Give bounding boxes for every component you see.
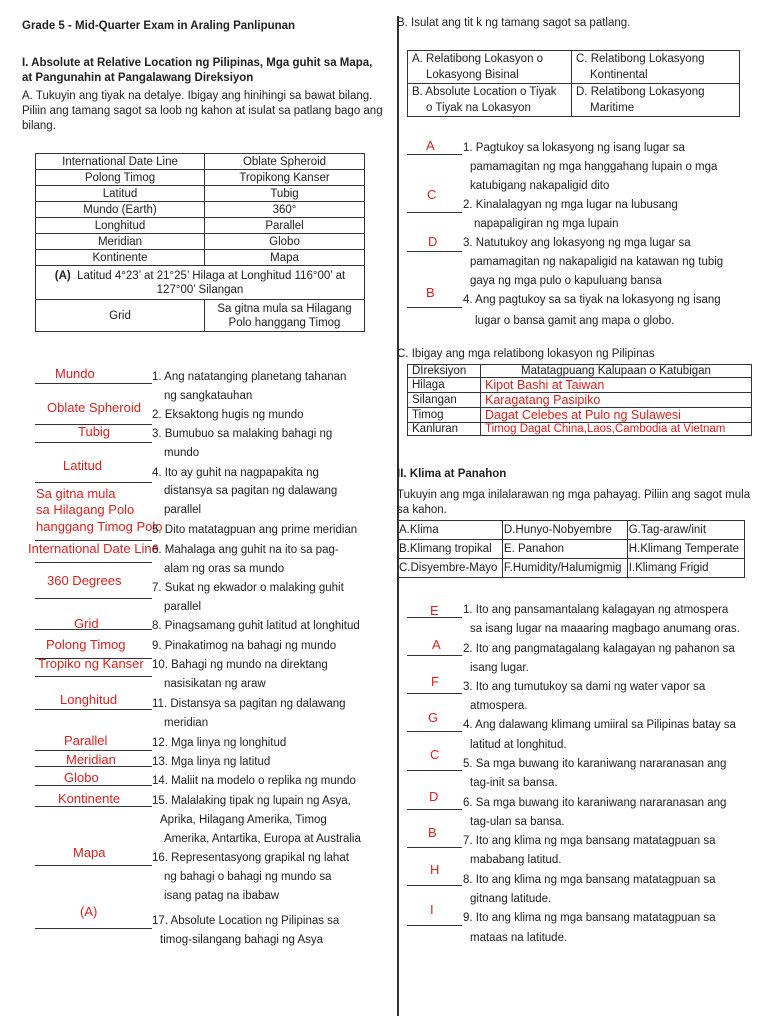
section-2-cell: A.Klima <box>398 521 503 540</box>
answer-a-18: (A) <box>80 904 98 919</box>
answer-a-15: Globo <box>64 770 99 785</box>
answer-line[interactable] <box>407 617 462 618</box>
choices-row <box>36 170 365 186</box>
question-ii-line: 3. Ito ang tumutukoy sa dami ng water vapor sa <box>463 681 706 693</box>
part-c-row <box>408 408 752 423</box>
part-c-answer: Kipot Bashi at Taiwan <box>481 378 752 393</box>
answer-line[interactable] <box>407 731 462 732</box>
question-b-line: lugar o bansa gamit ang mapa o globo. <box>475 315 675 327</box>
question-a-line: ng bahagi o bahagi ng mundo sa <box>164 871 332 883</box>
answer-ii-8: I <box>430 902 434 917</box>
question-a-line: isang patag na ibabaw <box>164 890 280 902</box>
answer-line[interactable] <box>35 928 152 929</box>
answer-a-13: Parallel <box>64 733 108 748</box>
answer-line[interactable] <box>407 251 462 252</box>
question-ii-line: sa isang lugar na maaaring magbago anumang oras. <box>470 623 740 635</box>
answer-a-10: Polong Timog <box>46 637 126 652</box>
choices-cell: Latitud <box>36 186 205 202</box>
answer-line[interactable] <box>35 676 152 677</box>
answer-line[interactable] <box>35 562 152 563</box>
question-ii-line: 2. Ito ang pangmatagalang kalagayan ng pahanon sa <box>463 643 735 655</box>
question-ii-line: mataas na latitude. <box>470 932 568 944</box>
choices-row <box>36 154 365 170</box>
question-a-line: Amerika, Antartika, Europa at Australia <box>164 833 361 845</box>
answer-a-5: sa Hilagang Polo <box>36 502 135 517</box>
question-a-line: 5. Dito matatagpuan ang prime meridian <box>152 524 358 536</box>
question-a-line: 4. Ito ay guhit na nagpapakita ng <box>152 467 319 479</box>
question-a-line: meridian <box>164 717 209 729</box>
question-ii-line: tag-init sa bansa. <box>470 777 558 789</box>
choices-row <box>36 234 365 250</box>
question-ii-line: 6. Sa mga buwang ito karaniwang nararanasan ang <box>463 797 727 809</box>
choices-cell: 360° <box>205 202 365 218</box>
answer-a-1: Oblate Spheroid <box>47 400 141 415</box>
section-2-row <box>398 521 745 540</box>
answer-line[interactable] <box>407 154 462 155</box>
question-a-line: 8. Pinagsamang guhit latitud at longhitud <box>152 620 360 632</box>
answer-line[interactable] <box>35 806 152 807</box>
choices-grid-label: Grid <box>36 300 205 332</box>
part-c-table <box>407 364 752 436</box>
section-2-instructions: Tukuyin ang mga inilalarawan ng mga pahayag. Piliin ang sagot mula sa kahon. <box>397 489 751 516</box>
question-ii-line: 4. Ang dalawang klimang umiiral sa Pilipinas batay sa <box>463 719 736 731</box>
question-ii-line: atmospera. <box>470 700 528 712</box>
question-a-line: 17. Absolute Location ng Pilipinas sa <box>152 915 340 927</box>
question-a-line: Aprika, Hilagang Amerika, Timog <box>160 814 327 826</box>
question-a-line: 16. Representasyong grapikal ng lahat <box>152 852 349 864</box>
part-c-direction: Kanluran <box>408 423 481 436</box>
part-c-row <box>408 378 752 393</box>
answer-b-3: B <box>426 285 435 300</box>
section-2-cell: B.Klimang tropikal <box>398 540 503 559</box>
answer-b-1: C <box>427 187 437 202</box>
section-2-choices-table <box>397 520 745 578</box>
answer-a-3: Latitud <box>63 458 103 473</box>
question-a-line: parallel <box>164 601 202 613</box>
answer-a-14: Meridian <box>66 752 116 767</box>
question-ii-line: tag-ulan sa bansa. <box>470 816 565 828</box>
question-b-line: pamamagitan ng mga hanggahang lupain o mga <box>470 161 718 173</box>
answer-a-7: International Date Line <box>28 541 159 556</box>
part-c-answer: Timog Dagat China,Laos,Cambodia at Vietnam <box>481 423 752 436</box>
answer-line[interactable] <box>35 540 152 541</box>
question-a-line: 1. Ang natatanging planetang tahanan <box>152 371 347 383</box>
answer-line[interactable] <box>35 383 152 384</box>
choices-row <box>36 186 365 202</box>
answer-ii-3: G <box>428 710 439 725</box>
question-ii-line: isang lugar. <box>470 662 529 674</box>
question-b-line: 4. Ang pagtukoy sa sa tiyak na lokasyong ng isang <box>463 294 721 306</box>
answer-line[interactable] <box>407 693 462 694</box>
section-2-cell: D.Hunyo-Nobyembre <box>502 521 627 540</box>
question-a-line: nasisikatan ng araw <box>164 678 266 690</box>
question-b-line: pamamagitan ng nakapaligid na katawan ng tubig <box>470 256 724 268</box>
question-a-line: 15. Malalaking tipak ng lupain ng Asya, <box>152 795 351 807</box>
answer-line[interactable] <box>35 442 152 443</box>
answer-line[interactable] <box>407 770 462 771</box>
part-c-answer: Karagatang Pasipiko <box>481 393 752 408</box>
part-c-instructions: C. Ibigay ang mga relatibong lokasyon ng Pilipinas <box>397 348 655 360</box>
choices-cell: Globo <box>205 234 365 250</box>
answer-a-8: 360 Degrees <box>47 573 122 588</box>
page-title: Grade 5 - Mid-Quarter Exam in Araling Panlipunan <box>22 20 296 32</box>
question-a-line: 14. Maliit na modelo o replika ng mundo <box>152 775 356 787</box>
section-2-row <box>398 559 745 578</box>
question-b-line: 2. Kinalalagyan ng mga lugar na lubusang <box>463 199 678 211</box>
answer-ii-2: F <box>431 674 439 689</box>
answer-line[interactable] <box>35 709 152 710</box>
answer-line[interactable] <box>407 847 462 848</box>
answer-a-6: hanggang Timog Polo <box>36 519 163 534</box>
question-a-line: 10. Bahagi ng mundo na direktang <box>152 659 328 671</box>
choices-cell: Meridian <box>36 234 205 250</box>
choices-table <box>35 153 365 332</box>
part-b-choices-table: A. Relatibong Lokasyon o Lokasyong Bisinal C. Relatibong Lokasyong Kontinental B. Absolute Location o Tiyak o Tiyak na Lokasyon D. Relatibong Lokasyong Maritime <box>407 50 740 117</box>
section-2-cell: I.Klimang Frigid <box>627 559 744 578</box>
question-a-line: 13. Mga linya ng latitud <box>152 756 271 768</box>
question-b-line: katubigang nakapaligid dito <box>470 180 610 192</box>
question-ii-line: 9. Ito ang klima ng mga bansang matatagpuan sa <box>463 912 716 924</box>
question-ii-line: latitud at longhitud. <box>470 739 567 751</box>
answer-a-2: Tubig <box>78 424 111 439</box>
choices-row <box>36 218 365 234</box>
answer-line[interactable] <box>35 424 152 425</box>
question-a-line: 6. Mahalaga ang guhit na ito sa pag- <box>152 544 339 556</box>
part-b-instructions: B. Isulat ang tit k ng tamang sagot sa patlang. <box>397 17 631 29</box>
question-a-line: 7. Sukat ng ekwador o malaking guhit <box>152 582 344 594</box>
section-1-instructions: A. Tukuyin ang tiyak na detalye. Ibigay ang hinihingi sa bawat bilang. Piliin ang tamang sagot sa loob ng kahon at isulat sa patlang bago ang bilang. <box>22 90 383 132</box>
answer-ii-0: E <box>430 603 439 618</box>
answer-a-17: Mapa <box>73 845 106 860</box>
answer-a-0: Mundo <box>55 366 95 381</box>
section-2-cell: F.Humidity/Halumigmig <box>502 559 627 578</box>
part-c-header-location: Matatagpuang Kalupaan o Katubigan <box>481 365 752 378</box>
section-1-title: I. Absolute at Relative Location ng Pilipinas, Mga guhit sa Mapa, at Pangunahin at Pangalawang Direksiyon <box>22 57 373 84</box>
question-a-line: 9. Pinakatimog na bahagi ng mundo <box>152 640 337 652</box>
question-b-line: gaya ng mga pulo o kapuluang bansa <box>470 275 662 287</box>
question-ii-line: gitnang latitude. <box>470 893 552 905</box>
part-c-row <box>408 423 752 436</box>
section-2-title: II. Klima at Panahon <box>397 468 507 480</box>
answer-ii-5: D <box>429 789 439 804</box>
question-a-line: timog-silangang bahagi ng Asya <box>160 934 324 946</box>
answer-line[interactable] <box>35 766 152 767</box>
answer-a-16: Kontinente <box>58 791 121 806</box>
question-b-line: 3. Natutukoy ang lokasyong ng mga lugar sa <box>463 237 691 249</box>
question-a-line: 3. Bumubuo sa malaking bahagi ng <box>152 428 333 440</box>
part-c-row <box>408 393 752 408</box>
question-ii-line: 1. Ito ang pansamantalang kalagayan ng atmospera <box>463 604 729 616</box>
question-b-line: napapaligiran ng mga lupain <box>474 218 619 230</box>
answer-ii-7: H <box>430 862 440 877</box>
answer-ii-6: B <box>428 825 437 840</box>
question-a-line: 12. Mga linya ng longhitud <box>152 737 287 749</box>
choices-cell: Mundo (Earth) <box>36 202 205 218</box>
choices-cell: Oblate Spheroid <box>205 154 365 170</box>
answer-line[interactable] <box>407 212 462 213</box>
section-2-cell: C.Disyembre-Mayo <box>398 559 503 578</box>
part-c-header-direction: DIreksiyon <box>408 365 481 378</box>
question-a-line: distansya sa pagitan ng dalawang <box>164 485 338 497</box>
answer-ii-4: C <box>430 747 440 762</box>
part-c-direction: Timog <box>408 408 481 423</box>
question-a-line: alam ng oras sa mundo <box>164 563 285 575</box>
question-ii-line: 5. Sa mga buwang ito karaniwang nararanasan ang <box>463 758 727 770</box>
answer-ii-1: A <box>432 637 441 652</box>
question-a-line: 11. Distansya sa pagitan ng dalawang <box>152 698 346 710</box>
answer-line[interactable] <box>407 655 462 656</box>
answer-b-0: A <box>426 138 435 153</box>
section-2-cell: G.Tag-araw/init <box>627 521 744 540</box>
answer-line[interactable] <box>407 307 462 308</box>
question-b-line: 1. Pagtukoy sa lokasyong ng isang lugar sa <box>463 142 685 154</box>
answer-line[interactable] <box>35 482 152 483</box>
choices-cell: International Date Line <box>36 154 205 170</box>
answer-line[interactable] <box>407 885 462 886</box>
choices-cell: Tropikong Kanser <box>205 170 365 186</box>
question-ii-line: 7. Ito ang klima ng mga bansang matatagpuan sa <box>463 835 716 847</box>
answer-line[interactable] <box>407 925 462 926</box>
choices-cell: Tubig <box>205 186 365 202</box>
section-2-row <box>398 540 745 559</box>
answer-line[interactable] <box>35 598 152 599</box>
question-a-line: 2. Eksaktong hugis ng mundo <box>152 409 304 421</box>
answer-a-4: Sa gitna mula <box>36 486 116 501</box>
answer-a-11: Tropiko ng Kanser <box>38 656 144 671</box>
choices-cell: Mapa <box>205 250 365 266</box>
question-ii-line: 8. Ito ang klima ng mga bansang matatagpuan sa <box>463 874 716 886</box>
question-a-line: ng sangkatauhan <box>164 390 253 402</box>
answer-a-12: Longhitud <box>60 692 118 707</box>
question-a-line: parallel <box>164 504 202 516</box>
choices-cell: Polong Timog <box>36 170 205 186</box>
choices-grid-desc: Sa gitna mula sa Hilagang Polo hanggang Timog <box>205 300 365 332</box>
answer-b-2: D <box>428 234 438 249</box>
choices-cell: Kontinente <box>36 250 205 266</box>
question-ii-line: mababang latitud. <box>470 854 562 866</box>
choices-special-cell: (A) Latitud 4°23’ at 21°25’ Hilaga at Longhitud 116°00’ at 127°00’ Silangan <box>36 266 365 300</box>
answer-line[interactable] <box>35 750 152 751</box>
choices-cell: Parallel <box>205 218 365 234</box>
answer-line[interactable] <box>35 785 152 786</box>
choices-row <box>36 250 365 266</box>
answer-a-9: Grid <box>74 616 99 631</box>
part-c-direction: Hilaga <box>408 378 481 393</box>
question-a-line: mundo <box>164 447 200 459</box>
choices-row <box>36 202 365 218</box>
answer-line[interactable] <box>407 809 462 810</box>
part-c-direction: Silangan <box>408 393 481 408</box>
part-c-answer: Dagat Celebes at Pulo ng Sulawesi <box>481 408 752 423</box>
answer-line[interactable] <box>35 629 152 630</box>
answer-line[interactable] <box>35 865 152 866</box>
choices-cell: Longhitud <box>36 218 205 234</box>
answer-line[interactable] <box>35 658 152 659</box>
section-2-cell: H.Klimang Temperate <box>627 540 744 559</box>
section-2-cell: E. Panahon <box>502 540 627 559</box>
